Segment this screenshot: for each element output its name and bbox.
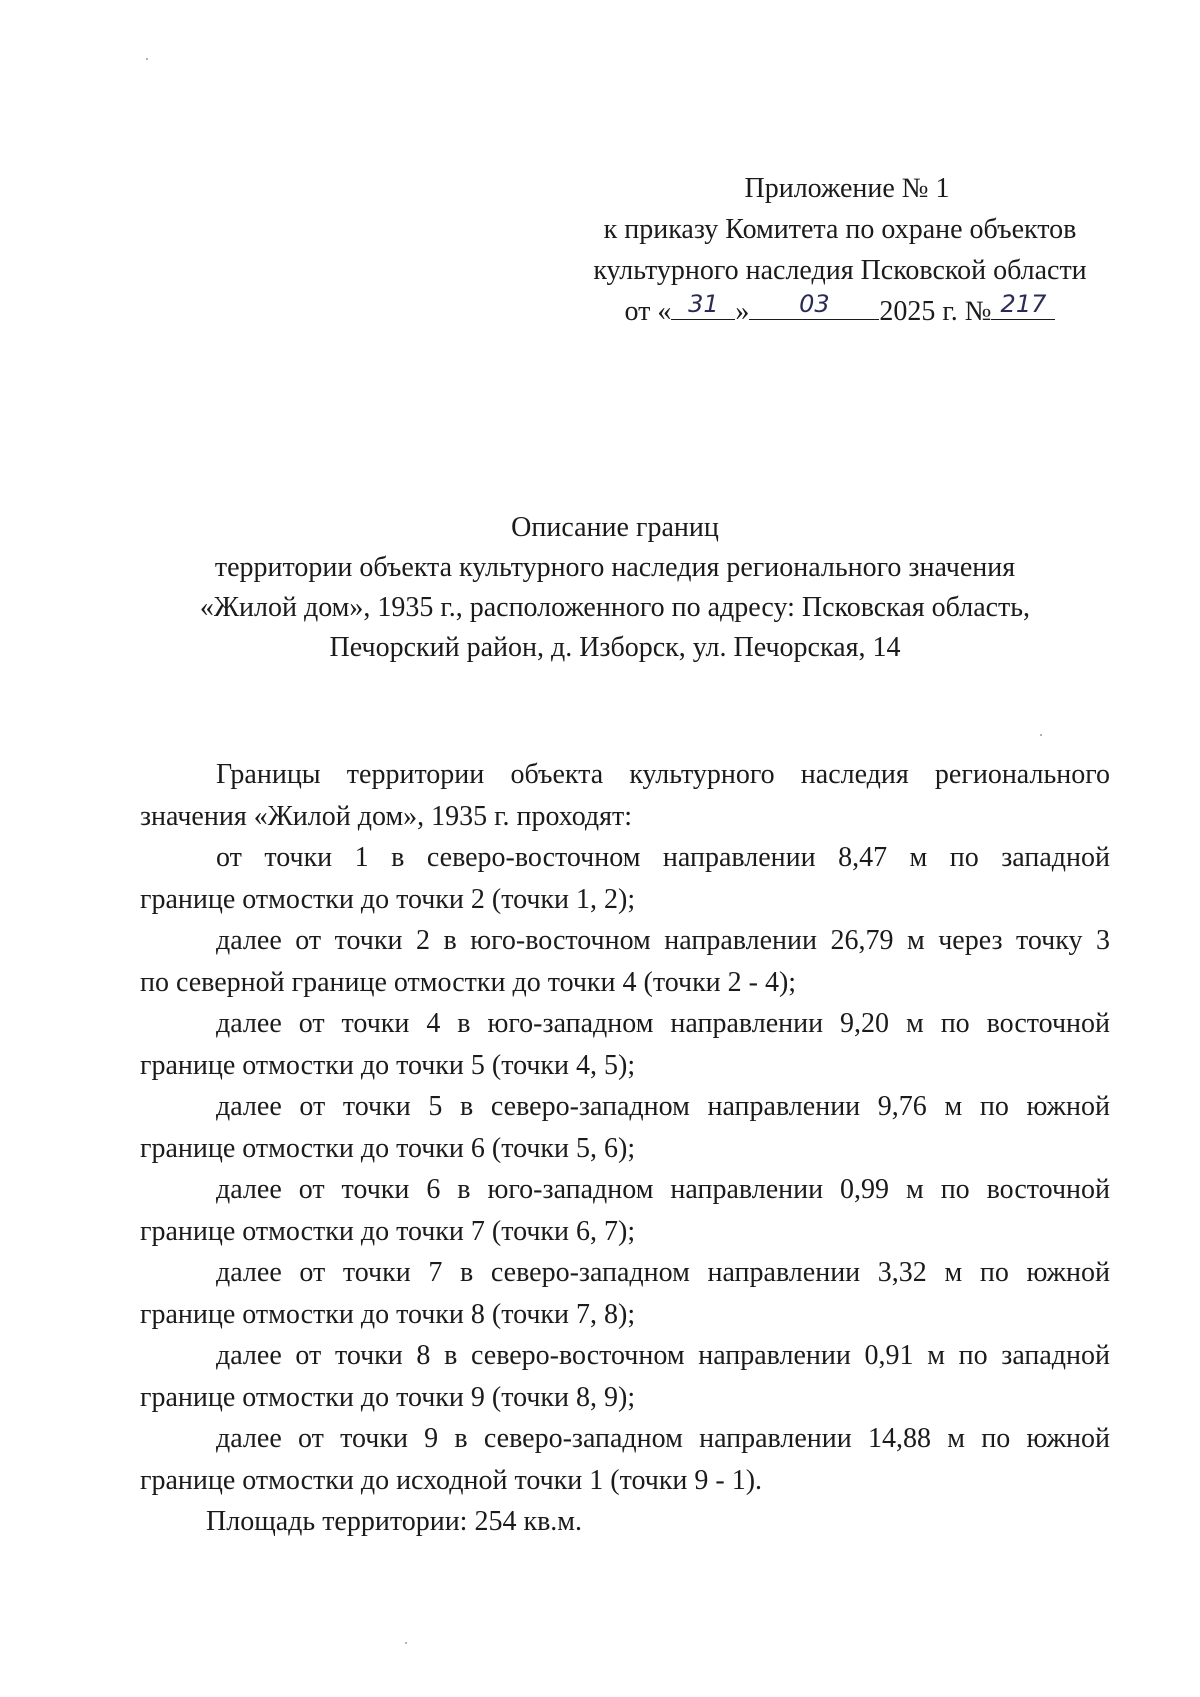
- segment-rest: границе отмостки до точки 9 (точки 8, 9);: [140, 1381, 636, 1413]
- scan-speck: [146, 58, 148, 60]
- segment-first-line: далее от точки 7 в северо-западном направлении 3,32 м по южной: [216, 1257, 1110, 1288]
- segment-paragraph: [140, 1418, 1110, 1501]
- intro-rest: значения «Жилой дом», 1935 г. проходят:: [140, 800, 633, 832]
- segment-rest: по северной границе отмостки до точки 4 (точки 2 - 4);: [140, 966, 797, 998]
- appendix-date-line: [560, 291, 1120, 332]
- segment-rest: границе отмостки до точки 8 (точки 7, 8);: [140, 1298, 636, 1330]
- handwritten-month: 03: [799, 290, 830, 318]
- segment-first-line: от точки 1 в северо-восточном направлении 8,47 м по западной: [216, 842, 1110, 873]
- appendix-title: Приложение № 1: [744, 173, 950, 204]
- segment-paragraph: [140, 920, 1110, 1003]
- month-blank: [749, 290, 879, 320]
- number-blank: [991, 290, 1055, 320]
- appendix-header: [560, 168, 1120, 332]
- appendix-order-line: к приказу Комитета по охране объектов: [603, 214, 1077, 245]
- segment-first-line: далее от точки 8 в северо-восточном направлении 0,91 м по западной: [216, 1340, 1110, 1371]
- segment-first-line: далее от точки 6 в юго-западном направлении 0,99 м по восточной: [216, 1174, 1110, 1205]
- boundary-description: [140, 754, 1110, 1543]
- segment-first-line: далее от точки 9 в северо-западном направлении 14,88 м по южной: [216, 1423, 1110, 1454]
- date-mid: »: [735, 296, 750, 327]
- date-prefix: от «: [624, 296, 672, 327]
- scan-speck: [405, 1642, 407, 1644]
- day-blank: [671, 290, 735, 320]
- title-line-2: территории объекта культурного наследия регионального значения: [214, 552, 1016, 583]
- territory-area: Площадь территории: 254 кв.м.: [206, 1506, 583, 1537]
- year-and-number-label: 2025 г. №: [879, 296, 992, 327]
- segment-paragraph: [140, 1169, 1110, 1252]
- title-line-3: «Жилой дом», 1935 г., расположенного по адресу: Псковская область,: [199, 592, 1031, 623]
- appendix-committee-line: культурного наследия Псковской области: [593, 255, 1087, 286]
- segment-rest: границе отмостки до точки 6 (точки 5, 6);: [140, 1132, 636, 1164]
- title-line-4: Печорский район, д. Изборск, ул. Печорская, 14: [329, 632, 901, 663]
- document-title: [130, 508, 1100, 668]
- segment-paragraph: [140, 1252, 1110, 1335]
- segment-paragraph: [140, 1003, 1110, 1086]
- handwritten-number: 217: [1000, 290, 1047, 318]
- handwritten-day: 31: [688, 290, 719, 318]
- segment-rest: границе отмостки до точки 7 (точки 6, 7);: [140, 1215, 636, 1247]
- segment-rest: границе отмостки до исходной точки 1 (точки 9 - 1).: [140, 1464, 763, 1496]
- intro-first-line: Границы территории объекта культурного наследия регионального: [216, 759, 1110, 790]
- segment-first-line: далее от точки 5 в северо-западном направлении 9,76 м по южной: [216, 1091, 1110, 1122]
- intro-paragraph: [140, 754, 1110, 837]
- segment-paragraph: [140, 1335, 1110, 1418]
- title-line-1: Описание границ: [511, 512, 719, 543]
- segment-paragraph: [140, 1086, 1110, 1169]
- segment-rest: границе отмостки до точки 2 (точки 1, 2);: [140, 883, 636, 915]
- segment-first-line: далее от точки 2 в юго-восточном направлении 26,79 м через точку 3: [216, 925, 1110, 956]
- segment-paragraph: [140, 837, 1110, 920]
- scan-speck: [1040, 734, 1042, 736]
- segment-first-line: далее от точки 4 в юго-западном направлении 9,20 м по восточной: [216, 1008, 1110, 1039]
- segment-rest: границе отмостки до точки 5 (точки 4, 5);: [140, 1049, 636, 1081]
